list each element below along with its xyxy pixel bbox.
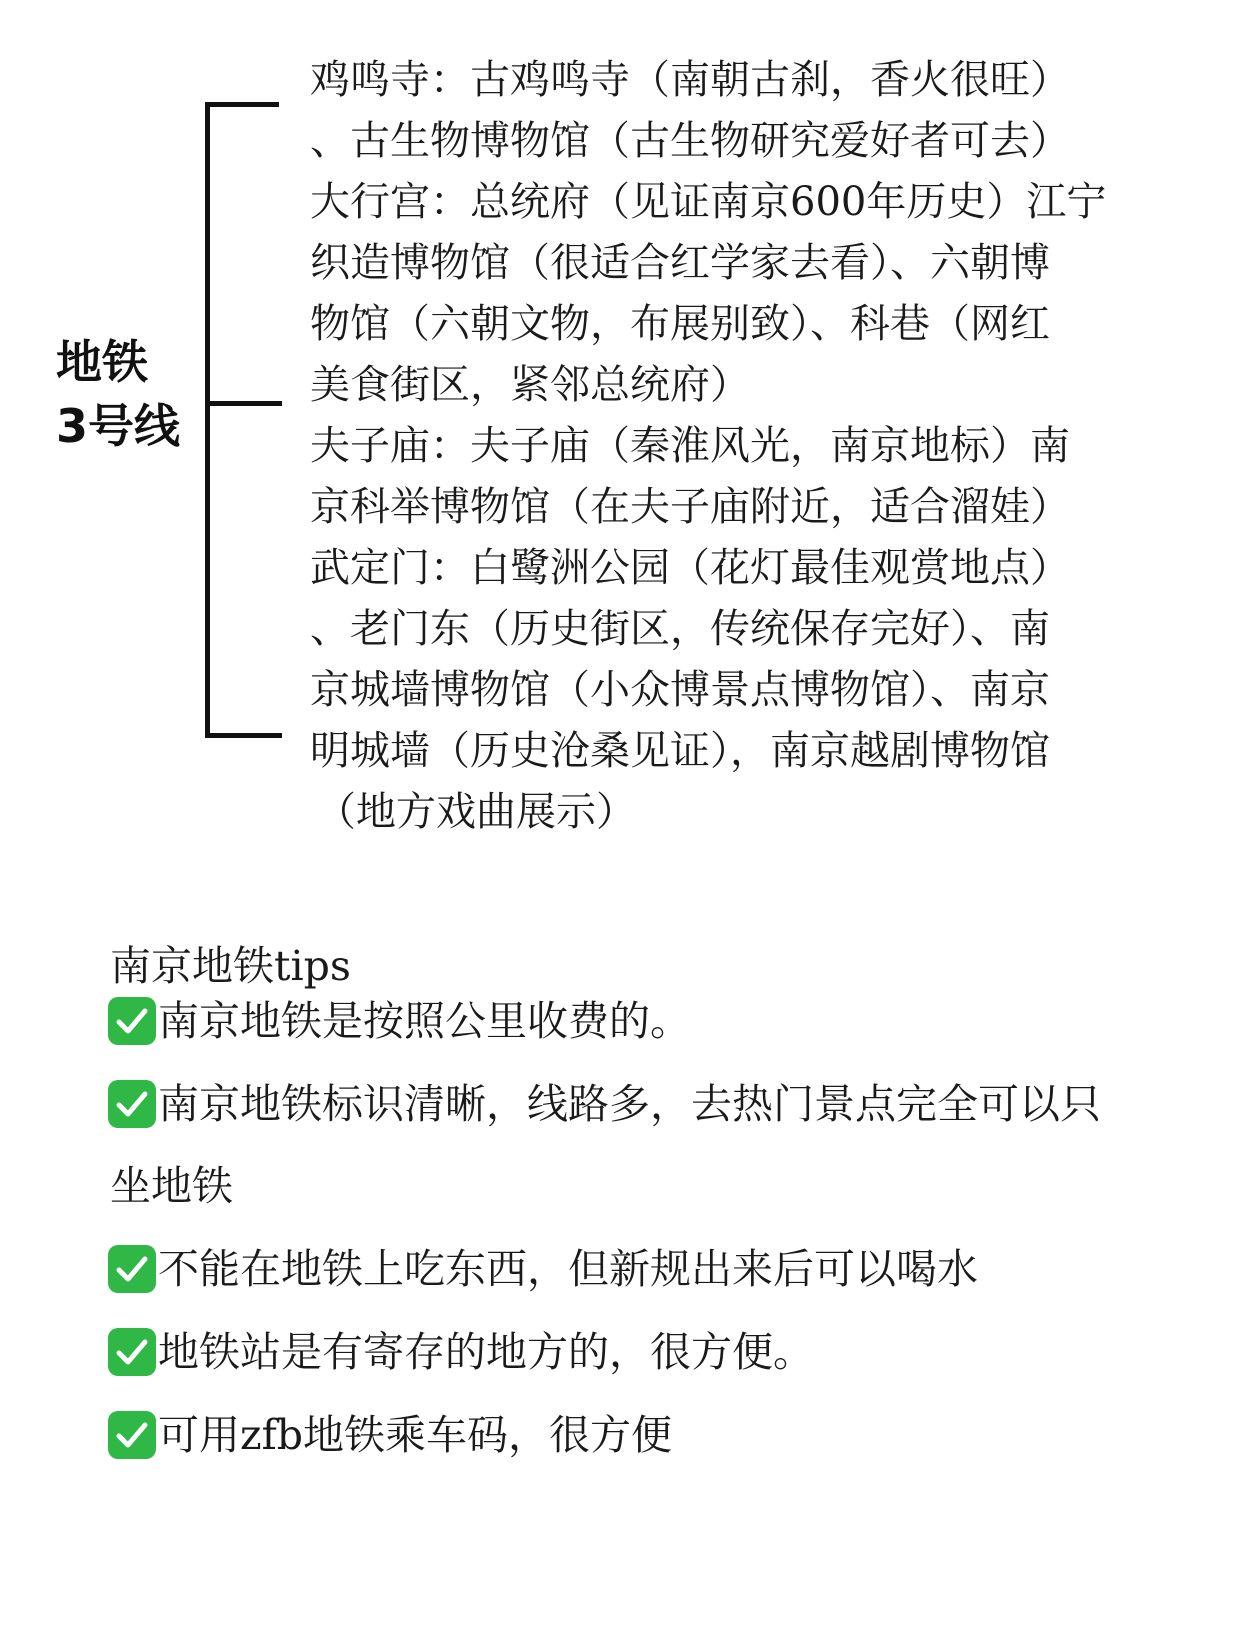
station-text-line: 大行宫：总统府（见证南京600年历史）江宁: [310, 179, 1107, 225]
station-text-line: 明城墙（历史沧桑见证），南京越剧博物馆: [310, 728, 1050, 774]
tips-title: 南京地铁tips: [110, 942, 351, 990]
station-fuzimiao: [310, 416, 1150, 538]
station-text-line: 夫子庙：夫子庙（秦淮风光，南京地标）南: [310, 423, 1070, 469]
bracket-bottom-tick: [205, 733, 282, 738]
metro-label-line1: 地铁: [56, 335, 148, 389]
station-text-line: 美食街区，紧邻总统府）: [310, 362, 750, 408]
check-mark-icon: [108, 1328, 156, 1376]
check-mark-icon: [108, 1080, 156, 1128]
tip-item: [108, 1407, 672, 1463]
metro-label-line2: 3号线: [56, 399, 181, 453]
station-jimingsi: [310, 50, 1150, 172]
station-list: [310, 50, 1150, 843]
tip-text-continuation: 坐地铁: [110, 1162, 233, 1210]
tip-text: 可用zfb地铁乘车码，很方便: [158, 1411, 673, 1459]
bracket-top-tick: [205, 102, 279, 107]
station-text-line: 物馆（六朝文物，布展别致）、科巷（网红: [310, 301, 1050, 347]
station-text-line: 京城墙博物馆（小众博景点博物馆）、南京: [310, 667, 1050, 713]
station-text-line: 武定门：白鹭洲公园（花灯最佳观赏地点）: [310, 545, 1070, 591]
station-text-line: 京科举博物馆（在夫子庙附近，适合溜娃）: [310, 484, 1070, 530]
check-mark-icon: [108, 1245, 156, 1293]
metro-line-label: [56, 330, 180, 458]
station-wudingmen: [310, 538, 1150, 843]
tip-item: [108, 1076, 1101, 1132]
tip-text: 不能在地铁上吃东西，但新规出来后可以喝水: [158, 1245, 978, 1293]
station-text-line: （地方戏曲展示）: [316, 789, 636, 835]
tip-item: [108, 993, 691, 1049]
station-daxinggong: [310, 172, 1150, 416]
station-text-line: 、老门东（历史街区，传统保存完好）、南: [310, 606, 1050, 652]
check-mark-icon: [108, 997, 156, 1045]
bracket-middle-tick: [210, 401, 282, 406]
station-text-line: 、古生物博物馆（古生物研究爱好者可去）: [310, 118, 1070, 164]
tip-text: 南京地铁是按照公里收费的。: [158, 997, 691, 1045]
station-text-line: 织造博物馆（很适合红学家去看）、六朝博: [310, 240, 1050, 286]
tip-item: [108, 1241, 978, 1297]
station-text-line: 鸡鸣寺：古鸡鸣寺（南朝古刹，香火很旺）: [310, 57, 1070, 103]
check-mark-icon: [108, 1411, 156, 1459]
tip-text: 南京地铁标识清晰，线路多，去热门景点完全可以只: [158, 1080, 1101, 1128]
tip-item: [108, 1324, 814, 1380]
tip-text: 地铁站是有寄存的地方的，很方便。: [158, 1328, 814, 1376]
bracket-vertical-line: [205, 102, 210, 738]
